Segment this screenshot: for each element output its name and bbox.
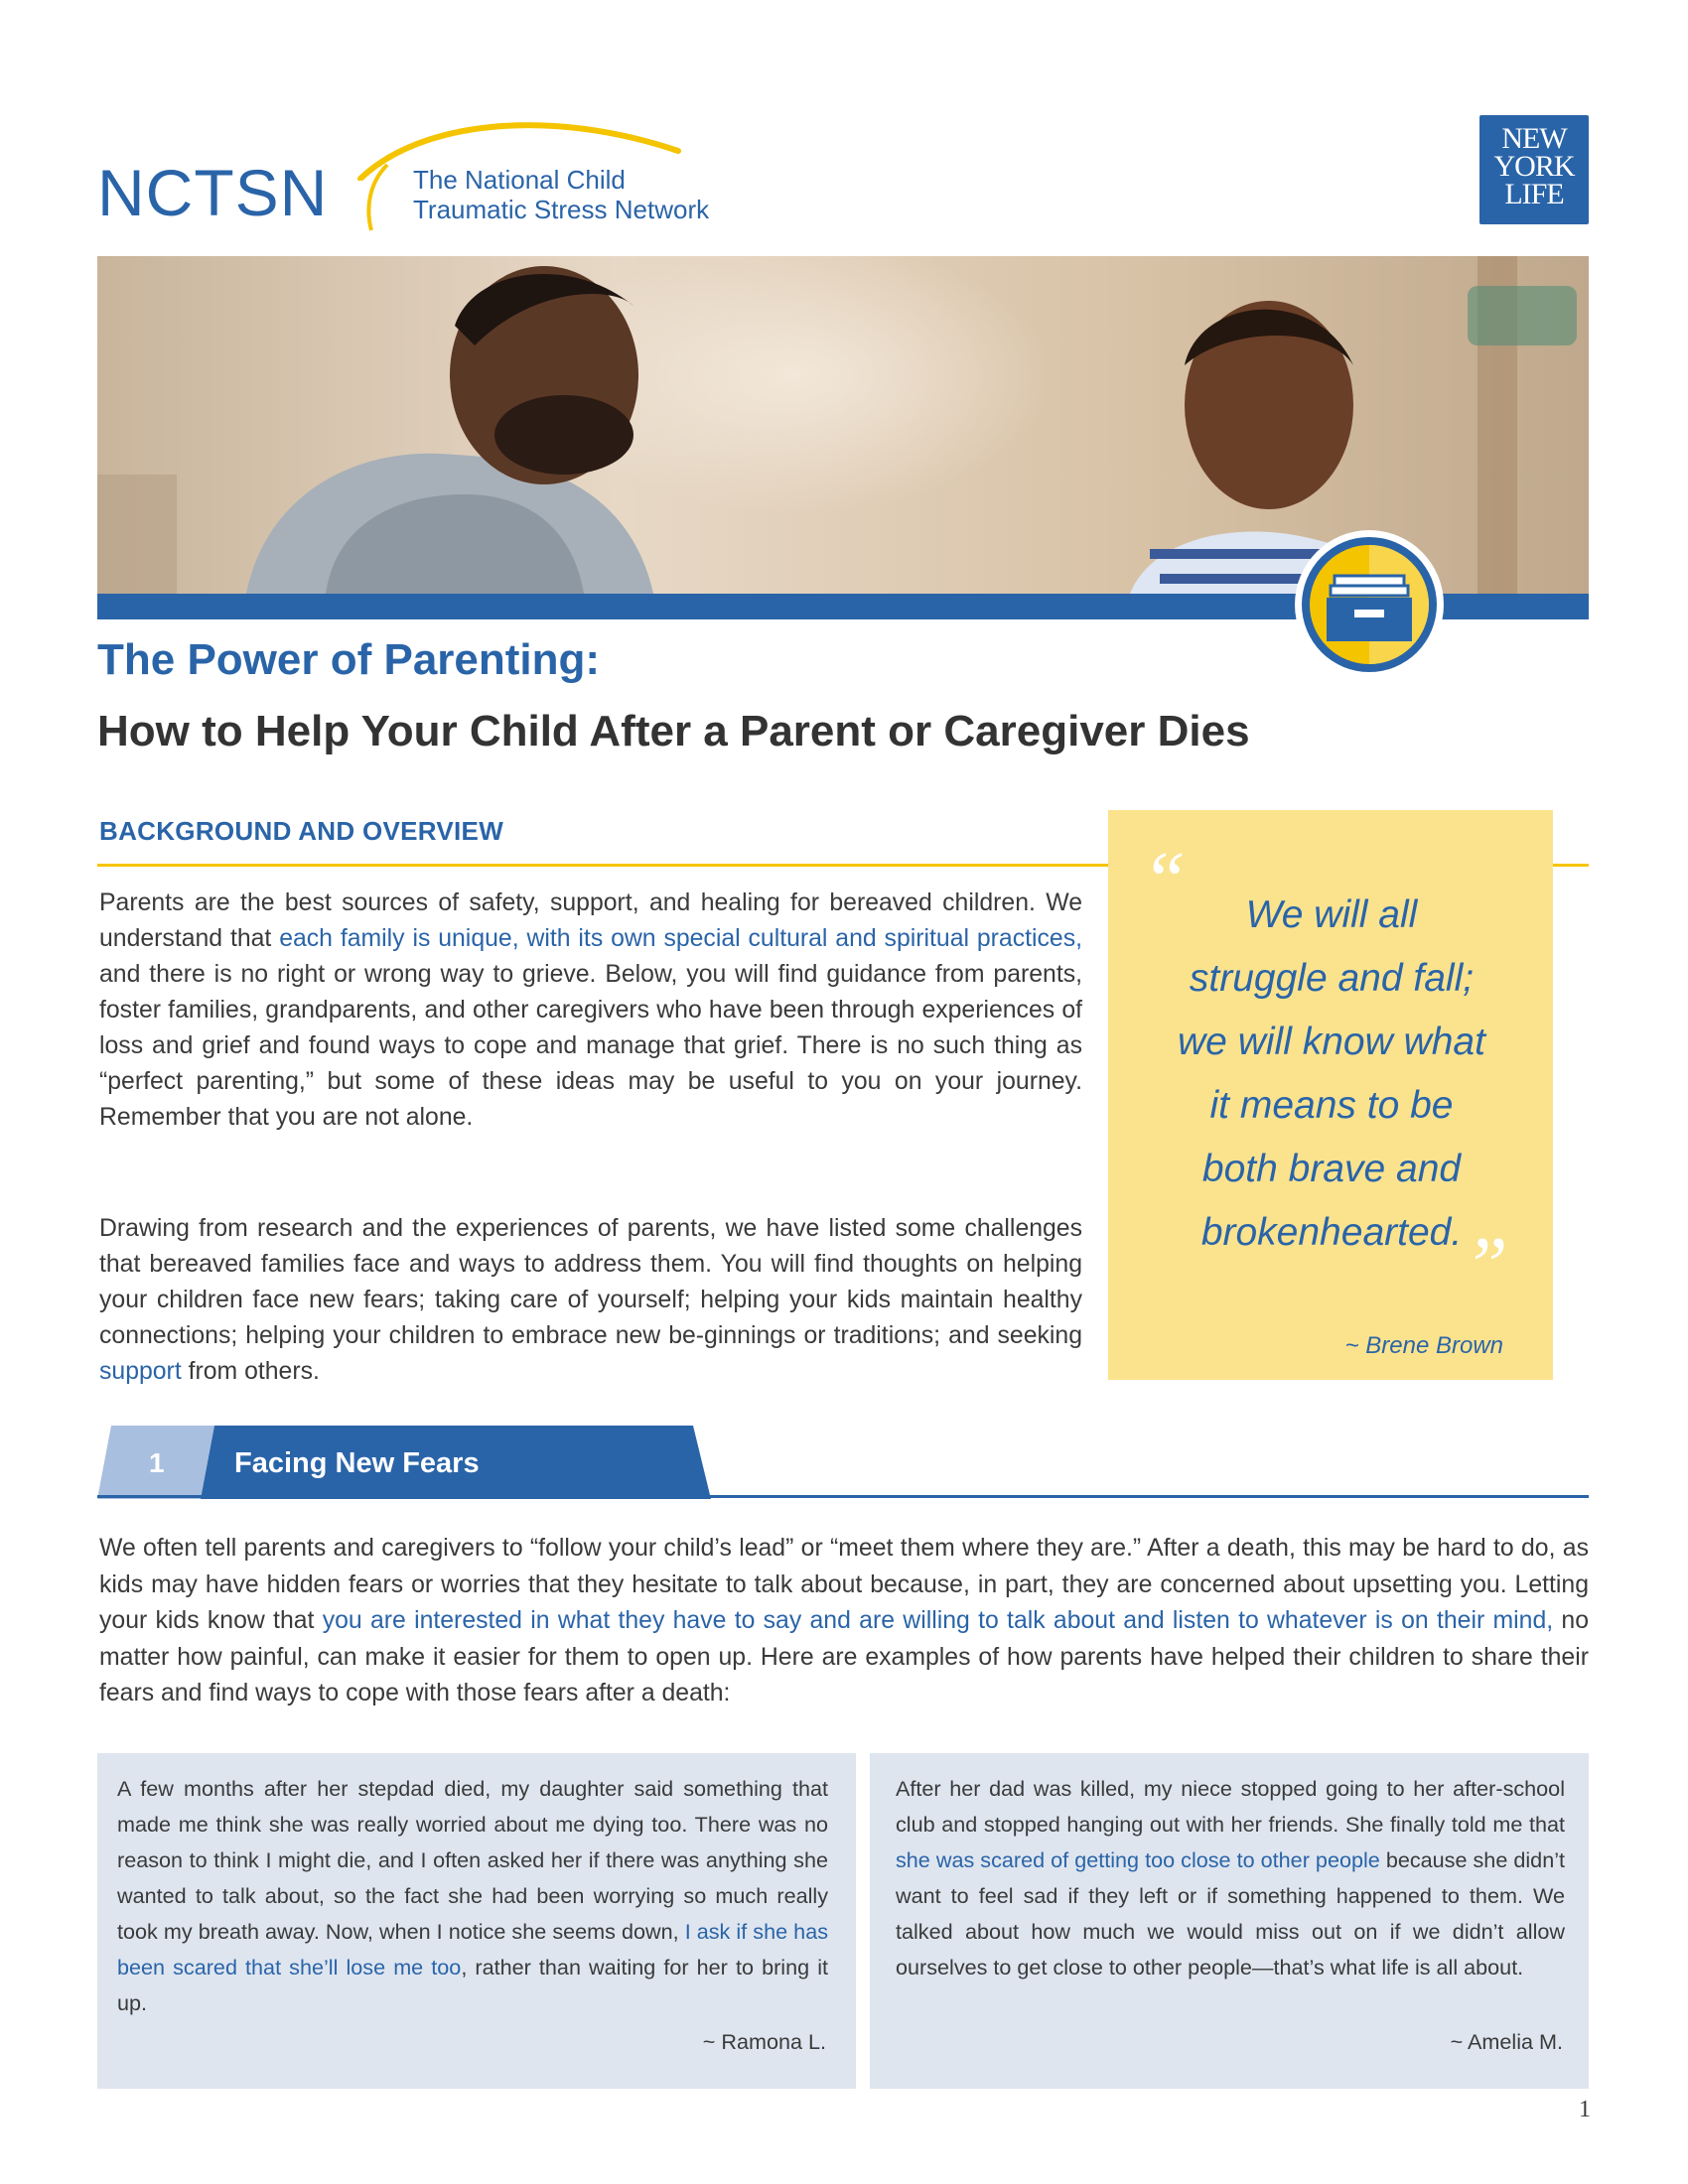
quote-line: we will know what bbox=[1178, 1021, 1485, 1063]
sec1-highlight: you are interested in what they have to say and are willing to talk about and listen to whatever is on their mind, bbox=[322, 1607, 1554, 1634]
testimonial-author: ~ Ramona L. bbox=[702, 2029, 826, 2054]
testimonial-author: ~ Amelia M. bbox=[1450, 2029, 1563, 2054]
nyl-line-3: LIFE bbox=[1504, 178, 1564, 210]
pull-quote bbox=[1108, 810, 1553, 1380]
bg-p2-highlight: support bbox=[99, 1358, 182, 1385]
bg-p1-highlight: each family is unique, with its own special cultural and spiritual practices, bbox=[279, 925, 1082, 952]
quote-line: it means to be bbox=[1209, 1084, 1454, 1127]
nyl-line-1: NEW bbox=[1501, 122, 1567, 155]
quote-line: brokenhearted. bbox=[1200, 1211, 1463, 1254]
page-number: 1 bbox=[1579, 2097, 1591, 2122]
nctsn-logo bbox=[97, 111, 733, 230]
sec1-text-a: We often tell parents and caregivers to “follow your child’s lead” or “meet them where they are.” After a death, this may be hard to do, as kids may have hidden fears or worries that they hesitate to talk about because, in part, they are concerned about upsetting you. Letting your kids know that bbox=[99, 1535, 1589, 1634]
testimonial-text-a: A few months after her stepdad died, my daughter said something that made me think she was really worried about me dying too. There was no reason to think I might die, and I often asked her if there was anything she wanted to talk about, so the fact she had been worrying so much really took my breath away. Now, when I notice she seems down, bbox=[117, 1776, 828, 1944]
page-title: The Power of Parenting: bbox=[97, 635, 601, 684]
quote-line: both brave and bbox=[1201, 1148, 1462, 1190]
section-number: 1 bbox=[149, 1447, 165, 1478]
nyl-line-2: YORK bbox=[1493, 150, 1575, 183]
testimonial-text bbox=[117, 1771, 828, 2021]
quote-text bbox=[1128, 884, 1535, 1265]
testimonial-highlight: she was scared of getting too close to other people bbox=[896, 1847, 1380, 1872]
page-subtitle: How to Help Your Child After a Parent or Caregiver Dies bbox=[97, 707, 1250, 755]
background-paragraph-1 bbox=[99, 886, 1082, 1136]
testimonial-card bbox=[97, 1753, 856, 2089]
section-1-banner bbox=[97, 1426, 713, 1499]
bg-p2-text-a: Drawing from research and the experiences of parents, we have listed some challenges that bereaved families face and ways to address them. You will find thoughts on helping your children face new fears; taking care of yourself; helping your kids maintain healthy connections; helping your children to embrace new be-ginnings or traditions; and seeking bbox=[99, 1215, 1082, 1349]
nctsn-name-line2: Traumatic Stress Network bbox=[413, 195, 710, 224]
quote-line: struggle and fall; bbox=[1189, 957, 1475, 1000]
testimonial-text-b: , rather than waiting for her to bring it up. bbox=[117, 1955, 828, 2015]
testimonial-text bbox=[896, 1771, 1565, 1985]
bg-p1-text-a: Parents are the best sources of safety, support, and healing for bereaved children. We understand that bbox=[99, 889, 1082, 952]
testimonial-text-a: After her dad was killed, my niece stopped going to her after-school club and stopped hanging out with her friends. She finally told me that bbox=[896, 1776, 1565, 1837]
quote-author: ~ Brene Brown bbox=[1344, 1332, 1503, 1359]
bg-p1-text-b: and there is no right or wrong way to grieve. Below, you will find guidance from parents, foster families, grandparents, and other caregivers who have been through experiences of loss and grief and found ways to cope and manage that grief. There is no such thing as “perfect parenting,” but some of these ideas may be useful to you on your journey. Remember that you are not alone. bbox=[99, 961, 1082, 1131]
section-1-rule bbox=[97, 1495, 1589, 1498]
close-quote-icon: ” bbox=[1464, 1222, 1508, 1309]
section-title: Facing New Fears bbox=[234, 1447, 480, 1479]
section-1-paragraph bbox=[99, 1531, 1589, 1712]
open-quote-icon: “ bbox=[1142, 837, 1187, 924]
file-drawer-icon bbox=[1293, 528, 1446, 681]
bg-p2-text-b: from others. bbox=[181, 1358, 320, 1385]
new-york-life-logo bbox=[1479, 115, 1589, 224]
testimonial-card bbox=[870, 1753, 1589, 2089]
testimonial-highlight: I ask if she has been scared that she’ll lose me too bbox=[117, 1919, 828, 1979]
background-heading: BACKGROUND AND OVERVIEW bbox=[99, 816, 504, 846]
sec1-text-b: no matter how painful, can make it easier for them to open up. Here are examples of how parents have helped their children to share their fears and find ways to cope with those fears after a death: bbox=[99, 1607, 1589, 1706]
quote-line: We will all bbox=[1245, 893, 1418, 936]
background-paragraph-2 bbox=[99, 1211, 1082, 1390]
nctsn-wordmark: NCTSN bbox=[97, 156, 329, 229]
testimonial-text-b: because she didn’t want to feel sad if they left or if something happened to them. We talked about how much we would miss out on if we didn’t allow ourselves to get close to other people—that’s what life is all about. bbox=[896, 1847, 1565, 1979]
nctsn-name-line1: The National Child bbox=[413, 165, 626, 195]
nctsn-divider-icon bbox=[357, 163, 397, 232]
